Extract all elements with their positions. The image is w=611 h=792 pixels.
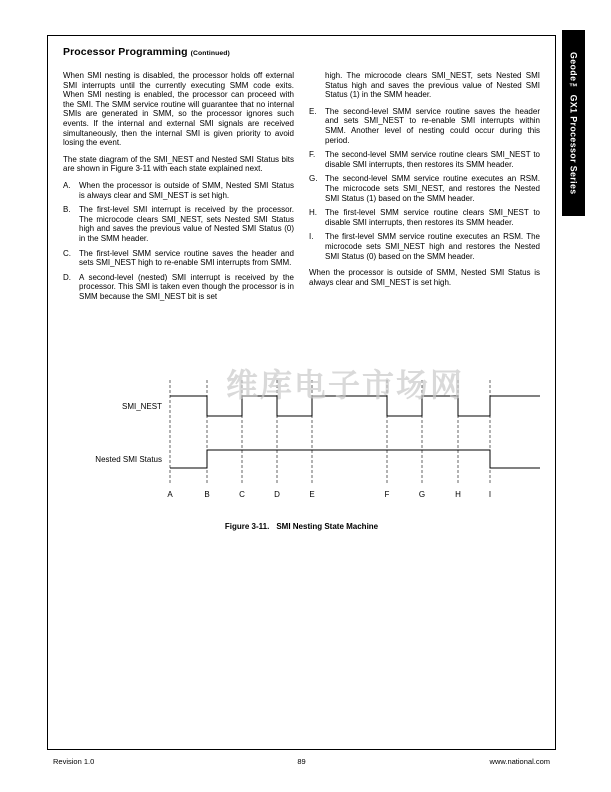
item-text: The second-level SMM service routine saves the header and sets SMI_NEST to re-enable SMI interrupts within SMM. Another level of nesting could occur during this period. [325, 106, 540, 145]
section-title [63, 46, 540, 58]
list-item [309, 174, 540, 203]
item-text: When the processor is outside of SMM, Nested SMI Status is always clear and SMI_NEST is set high. [79, 180, 294, 200]
watermark: 维库电子市场网 [226, 367, 465, 403]
svg-text:A: A [167, 490, 173, 499]
content-box [47, 35, 556, 750]
svg-text:H: H [455, 490, 461, 499]
svg-text:D: D [274, 490, 280, 499]
timing-diagram [48, 376, 555, 506]
item-text: The first-level SMM service routine clears SMI_NEST to disable SMI interrupts, then restores its SMM header. [325, 208, 540, 227]
item-letter: G. [309, 174, 318, 184]
item-text: A second-level (nested) SMI interrupt is received by the processor. This SMI is taken even though the processor is in SMM because the SMI_NEST bit is set [79, 272, 294, 301]
left-column [63, 71, 294, 306]
right-column [309, 71, 540, 306]
svg-text:Nested SMI Status: Nested SMI Status [95, 455, 162, 464]
footer [47, 757, 556, 766]
footer-url: www.national.com [489, 757, 550, 766]
paragraph: When SMI nesting is disabled, the processor holds off external SMI interrupts until the currently executing SMM code exits. When SMI nesting is enabled, the processor can proceed with the SMI. The SMM service routine will guarantee that no internal SMIs are generated in SMM, so the processor ignores such events. If the internal and external SMI signals are received simultaneously, then the internal SMI is given priority to avoid losing the event. [63, 71, 294, 148]
section-title-text: Processor Programming [63, 46, 188, 58]
svg-text:C: C [239, 490, 245, 499]
edge-tab-series-label: Geode™ GX1 Processor Series [562, 30, 585, 216]
svg-text:B: B [204, 490, 210, 499]
list-item [309, 107, 540, 145]
continuation-paragraph: high. The microcode clears SMI_NEST, sets Nested SMI Status high and saves the previous value of Nested SMI Status (1) in the SMM header. [325, 71, 540, 100]
two-column-layout [63, 71, 540, 306]
list-item [63, 249, 294, 268]
list-item [309, 232, 540, 261]
closing-paragraph: When the processor is outside of SMM, Nested SMI Status is always clear and SMI_NEST is set high. [309, 268, 540, 287]
item-letter: A. [63, 180, 71, 190]
list-item [309, 150, 540, 169]
svg-text:I: I [488, 490, 492, 499]
item-letter: F. [309, 150, 316, 160]
svg-text:SMI_NEST: SMI_NEST [121, 402, 162, 411]
paragraph: The state diagram of the SMI_NEST and Nested SMI Status bits are shown in Figure 3-11 with each state explained next. [63, 154, 294, 174]
item-text: The first-level SMM service routine saves the header and sets SMI_NEST high to re-enable SMI interrupts from SMM. [79, 248, 294, 268]
list-item [63, 273, 294, 302]
list-item [309, 208, 540, 227]
item-letter: H. [309, 208, 317, 218]
svg-text:G: G [418, 490, 426, 499]
footer-page-number: 89 [297, 757, 306, 766]
item-letter: B. [63, 205, 71, 215]
item-text: The first-level SMM service routine executes an RSM. The microcode sets SMI_NEST high and restores the Nested SMI Status (0) based on the SMM header. [325, 232, 540, 261]
list-item [63, 205, 294, 243]
item-text: The second-level SMM service routine clears SMI_NEST to disable SMI interrupts, then restores its SMM header. [325, 150, 540, 169]
item-letter: E. [309, 106, 317, 116]
item-text: The second-level SMM service routine executes an RSM. The microcode sets SMI_NEST, and restores the Nested SMI Status (1) based on the SMM header. [325, 174, 540, 203]
item-text: The first-level SMI interrupt is received by the processor. The microcode clears SMI_NEST, sets Nested SMI Status high and saves the previous value of Nested SMI Status (0) in the SMM header. [79, 205, 294, 243]
figure-caption-label: Figure 3-11. [224, 522, 270, 531]
item-letter: D. [63, 272, 71, 282]
footer-revision: Revision 1.0 [53, 757, 95, 766]
figure-3-11 [48, 376, 555, 531]
figure-caption-text: SMI Nesting State Machine [276, 522, 379, 531]
list-item [63, 181, 294, 200]
item-letter: C. [63, 248, 71, 258]
svg-text:E: E [309, 490, 315, 499]
continued-label: (Continued) [190, 50, 230, 57]
svg-text:F: F [384, 490, 390, 499]
item-letter: I. [309, 232, 314, 242]
figure-caption [48, 522, 555, 531]
